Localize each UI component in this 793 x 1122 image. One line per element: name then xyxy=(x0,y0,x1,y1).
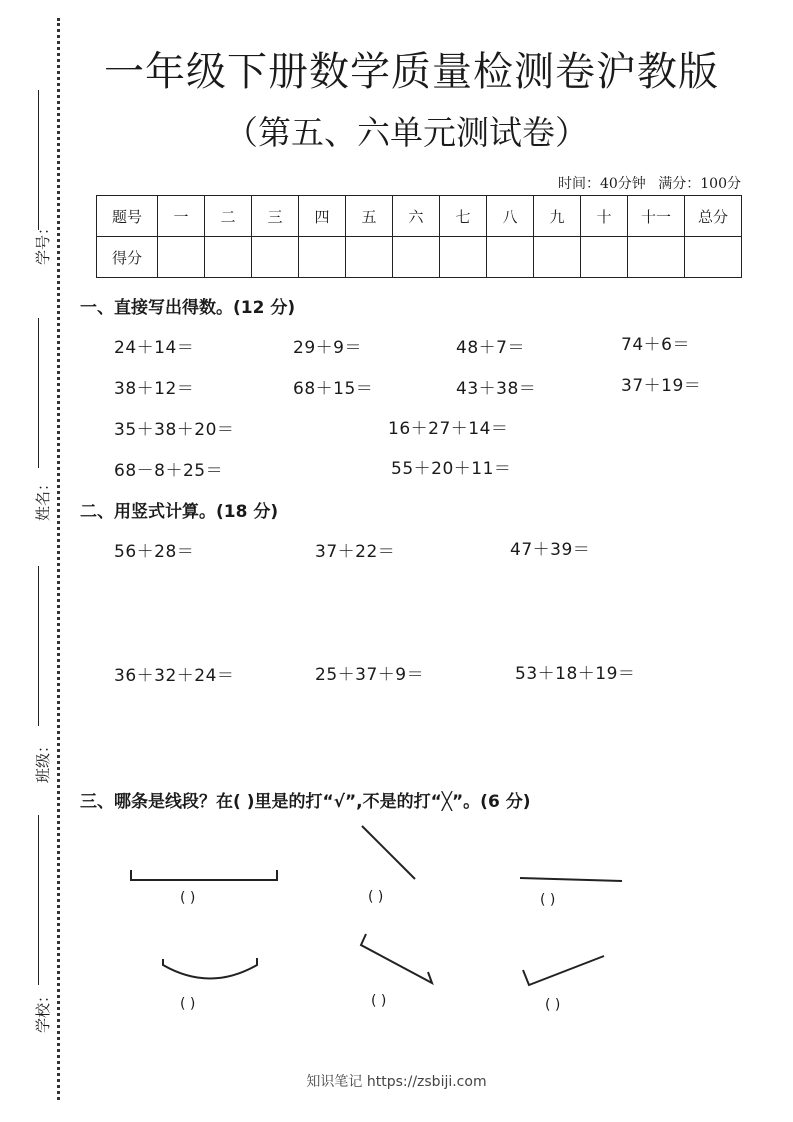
expression: 35＋38＋20＝ xyxy=(114,420,235,440)
score-cell[interactable] xyxy=(534,237,581,278)
header-cell: 六 xyxy=(393,196,440,237)
header-cell: 十一 xyxy=(628,196,685,237)
section3-title: 三、哪条是线段？在( )里是的打“√”,不是的打“╳”。(6 分) xyxy=(80,792,531,812)
header-cell: 十 xyxy=(581,196,628,237)
score-cell[interactable] xyxy=(628,237,685,278)
score-cell[interactable] xyxy=(252,237,299,278)
header-cell: 二 xyxy=(205,196,252,237)
page-subtitle: （第五、六单元测试卷） xyxy=(225,113,588,152)
figure-curve xyxy=(163,958,257,979)
figure-diagonal-line xyxy=(362,826,415,879)
score-cell[interactable] xyxy=(581,237,628,278)
score-cell[interactable] xyxy=(393,237,440,278)
school-line xyxy=(38,815,39,985)
header-cell: 七 xyxy=(440,196,487,237)
class-label: 班级： xyxy=(34,737,53,784)
exam-info xyxy=(550,173,741,193)
header-cell: 八 xyxy=(487,196,534,237)
score-table xyxy=(96,195,742,278)
score-cell[interactable] xyxy=(440,237,487,278)
expression: 16＋27＋14＝ xyxy=(388,419,509,439)
class-line xyxy=(38,566,39,726)
exam-full-score: 满分：100分 xyxy=(658,176,741,192)
figure-angled-line xyxy=(523,956,604,985)
score-cell[interactable] xyxy=(299,237,346,278)
expression: 37＋22＝ xyxy=(315,542,396,562)
figure-segment-bracket xyxy=(131,870,277,880)
expression: 37＋19＝ xyxy=(621,376,702,396)
header-cell: 一 xyxy=(158,196,205,237)
name-label: 姓名： xyxy=(34,475,53,522)
score-cell[interactable] xyxy=(346,237,393,278)
score-row-label: 得分 xyxy=(97,237,158,278)
score-cell[interactable] xyxy=(487,237,534,278)
answer-paren[interactable]: ( ) xyxy=(180,890,196,906)
expression: 68＋15＝ xyxy=(293,379,374,399)
score-table-header-row xyxy=(97,196,742,237)
score-cell[interactable] xyxy=(158,237,205,278)
footer-watermark: 知识笔记 https://zsbiji.com xyxy=(306,1074,487,1090)
score-cell[interactable] xyxy=(205,237,252,278)
expression: 38＋12＝ xyxy=(114,379,195,399)
header-cell: 题号 xyxy=(97,196,158,237)
header-cell: 三 xyxy=(252,196,299,237)
expression: 29＋9＝ xyxy=(293,338,362,358)
figure-horizontal-line xyxy=(520,878,622,881)
figure-bent-line xyxy=(361,934,432,983)
school-label: 学校： xyxy=(34,987,53,1034)
expression: 74＋6＝ xyxy=(621,335,690,355)
expression: 36＋32＋24＝ xyxy=(114,666,235,686)
expression: 53＋18＋19＝ xyxy=(515,664,636,684)
header-cell: 五 xyxy=(346,196,393,237)
expression: 68－8＋25＝ xyxy=(114,461,224,481)
expression: 47＋39＝ xyxy=(510,540,591,560)
answer-paren[interactable]: ( ) xyxy=(180,996,196,1012)
answer-paren[interactable]: ( ) xyxy=(368,889,384,905)
expression: 25＋37＋9＝ xyxy=(315,665,425,685)
answer-paren[interactable]: ( ) xyxy=(545,997,561,1013)
name-line xyxy=(38,318,39,468)
header-cell: 总分 xyxy=(685,196,742,237)
expression: 56＋28＝ xyxy=(114,542,195,562)
exam-time: 时间：40分钟 xyxy=(557,176,646,192)
expression: 24＋14＝ xyxy=(114,338,195,358)
expression: 55＋20＋11＝ xyxy=(391,459,512,479)
page-title: 一年级下册数学质量检测卷沪教版 xyxy=(104,49,719,95)
expression: 43＋38＝ xyxy=(456,379,537,399)
student-number-label: 学号： xyxy=(34,219,53,266)
header-cell: 九 xyxy=(534,196,581,237)
score-table-score-row xyxy=(97,237,742,278)
expression: 48＋7＝ xyxy=(456,338,525,358)
header-cell: 四 xyxy=(299,196,346,237)
answer-paren[interactable]: ( ) xyxy=(540,892,556,908)
answer-paren[interactable]: ( ) xyxy=(371,993,387,1009)
section2-title: 二、用竖式计算。(18 分) xyxy=(80,502,279,522)
section1-title: 一、直接写出得数。(12 分) xyxy=(80,298,296,318)
binding-dashed-line xyxy=(57,18,60,1100)
score-cell[interactable] xyxy=(685,237,742,278)
